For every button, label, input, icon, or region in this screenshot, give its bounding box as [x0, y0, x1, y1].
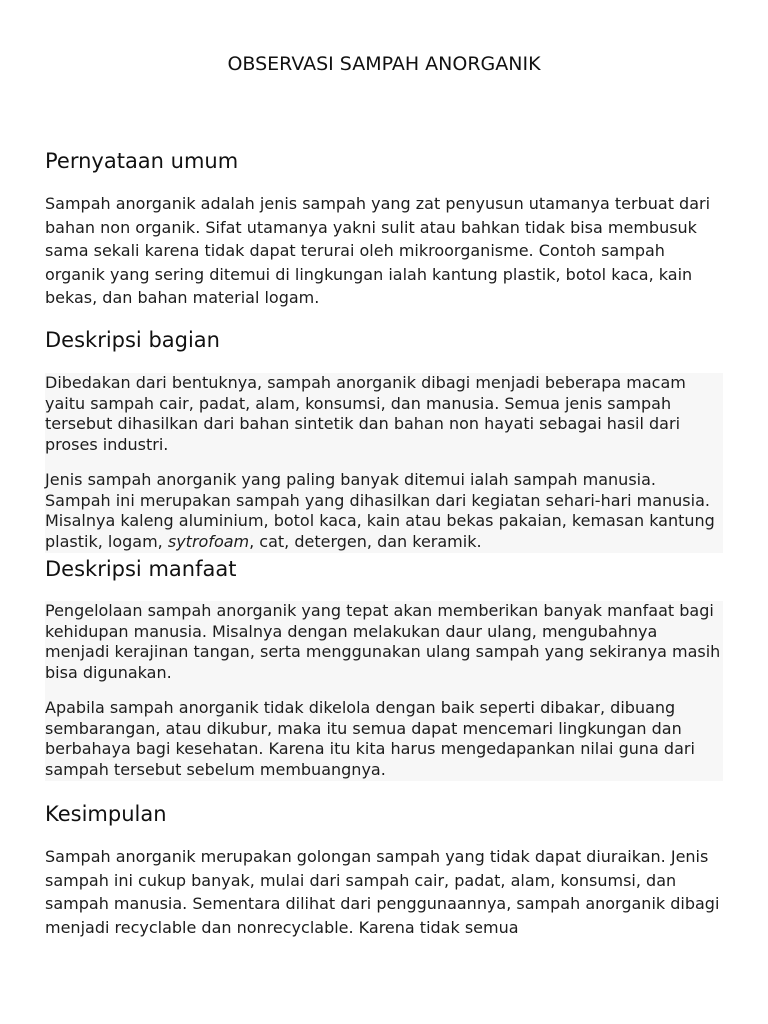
paragraph-pernyataan-umum: Sampah anorganik adalah jenis sampah yang zat penyusun utamanya terbuat dari bahan non organik. Sifat utamanya yakni sulit atau bahkan tidak bisa membusuk sama sekali karena tidak dapat terurai oleh mikroorganisme. Contoh sampah organik yang sering ditemui di lingkungan ialah kantung plastik, botol kaca, kain bekas, dan bahan material logam. [45, 194, 711, 307]
heading-deskripsi-bagian: Deskripsi bagian [45, 328, 220, 352]
heading-deskripsi-manfaat: Deskripsi manfaat [45, 557, 237, 581]
document-title: OBSERVASI SAMPAH ANORGANIK [227, 53, 541, 75]
paragraph-deskripsi-manfaat-1: Pengelolaan sampah anorganik yang tepat akan memberikan banyak manfaat bagi kehidupan manusia. Misalnya dengan melakukan daur ulang, mengubahnya menjadi kerajinan tangan, serta menggunakan ulang sampah yang sekiranya masih bisa digunakan. [45, 601, 721, 683]
heading-kesimpulan: Kesimpulan [45, 802, 167, 826]
italic-term: sytrofoam [167, 532, 250, 552]
paragraph-deskripsi-bagian-2 [45, 470, 725, 553]
paragraph-text-segment: Jenis sampah anorganik yang paling banyak ditemui ialah sampah manusia. Sampah ini merupakan sampah yang dihasilkan dari kegiatan sehari-hari manusia. Misalnya kaleng aluminium, botol kaca, kain atau bekas pakaian, kemasan kantung plastik, logam, [45, 470, 715, 552]
paragraph-kesimpulan: Sampah anorganik merupakan golongan sampah yang tidak dapat diuraikan. Jenis sampah ini cukup banyak, mulai dari sampah cair, padat, alam, konsumsi, dan sampah manusia. Sementara dilihat dari penggunaannya, sampah anorganik dibagi menjadi recyclable dan nonrecyclable. Karena tidak semua [45, 847, 720, 937]
heading-pernyataan-umum: Pernyataan umum [45, 149, 239, 173]
paragraph-deskripsi-manfaat-2: Apabila sampah anorganik tidak dikelola dengan baik seperti dibakar, dibuang sembarangan, atau dikubur, maka itu semua dapat mencemari lingkungan dan berbahaya bagi kesehatan. Karena itu kita harus mengedapankan nilai guna dari sampah tersebut sebelum membuangnya. [45, 698, 695, 780]
paragraph-deskripsi-bagian-1: Dibedakan dari bentuknya, sampah anorganik dibagi menjadi beberapa macam yaitu sampah cair, padat, alam, konsumsi, dan manusia. Semua jenis sampah tersebut dihasilkan dari bahan sintetik dan bahan non hayati sebagai hasil dari proses industri. [45, 373, 686, 455]
paragraph-text-segment: , cat, detergen, dan keramik. [249, 532, 482, 552]
